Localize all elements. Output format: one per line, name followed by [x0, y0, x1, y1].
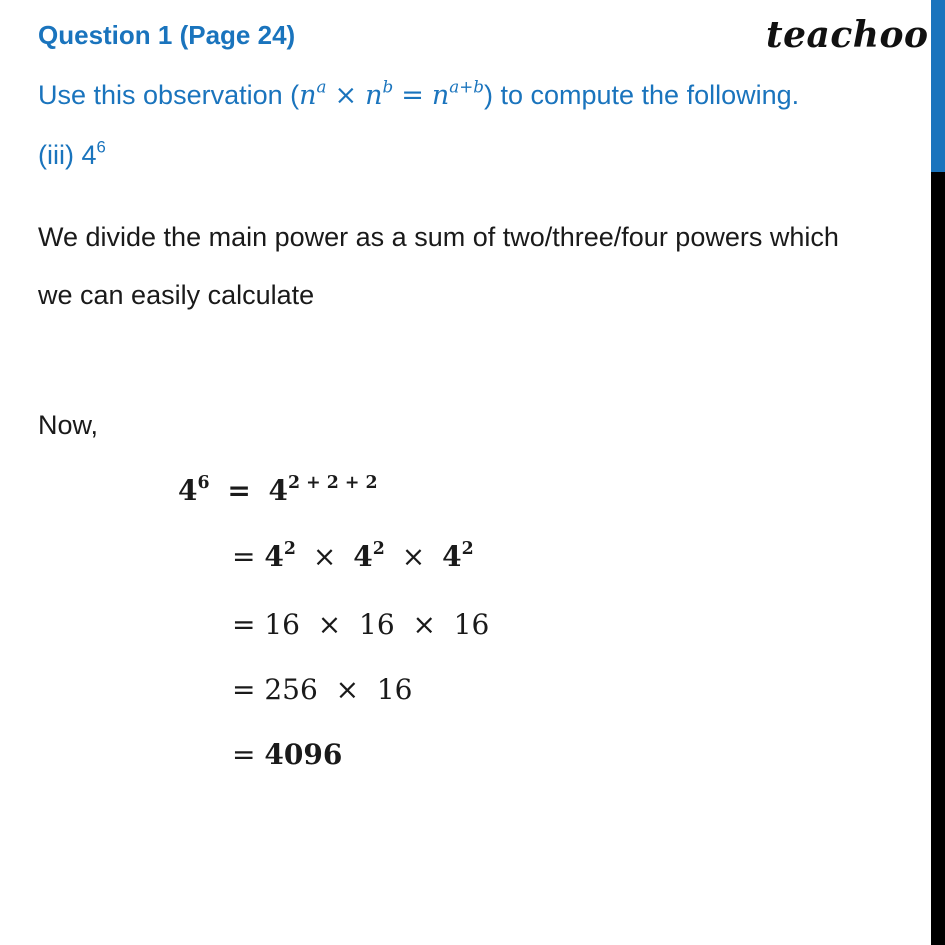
question-title: Question 1 (Page 24): [38, 20, 296, 50]
formula-n-a: $n^a$: [299, 76, 327, 111]
step-1: $4^6 = 4^{2 + 2 + 2}$: [178, 472, 378, 507]
step-3: = 16 × 16 × 16: [232, 608, 490, 641]
explanation-line-1: We divide the main power as a sum of two/three/four powers which: [38, 222, 839, 252]
part-exponent: 6: [96, 137, 106, 157]
step-5: = 4096: [232, 738, 343, 771]
statement-prefix: Use this observation (: [38, 80, 300, 110]
now-label: Now,: [38, 410, 99, 440]
explanation-line-2: we can easily calculate: [38, 280, 315, 310]
statement-suffix: ) to compute the following.: [483, 80, 800, 110]
question-statement: [38, 76, 800, 111]
side-bar-accent: [931, 0, 945, 172]
step-2: = $4^2 \times 4^2 \times 4^2$: [232, 538, 474, 573]
part-label: (iii) $4^6$: [38, 137, 106, 170]
teachoo-logo: teachoo: [766, 14, 929, 56]
step-4: = 256 × 16: [232, 673, 413, 706]
formula-equals: =: [401, 80, 424, 111]
final-answer: 4096: [264, 738, 343, 771]
formula-n-a-plus-b: $n^{a+b}$: [431, 76, 484, 111]
formula-times: ×: [334, 80, 358, 111]
formula-n-b: $n^b$: [365, 76, 394, 111]
